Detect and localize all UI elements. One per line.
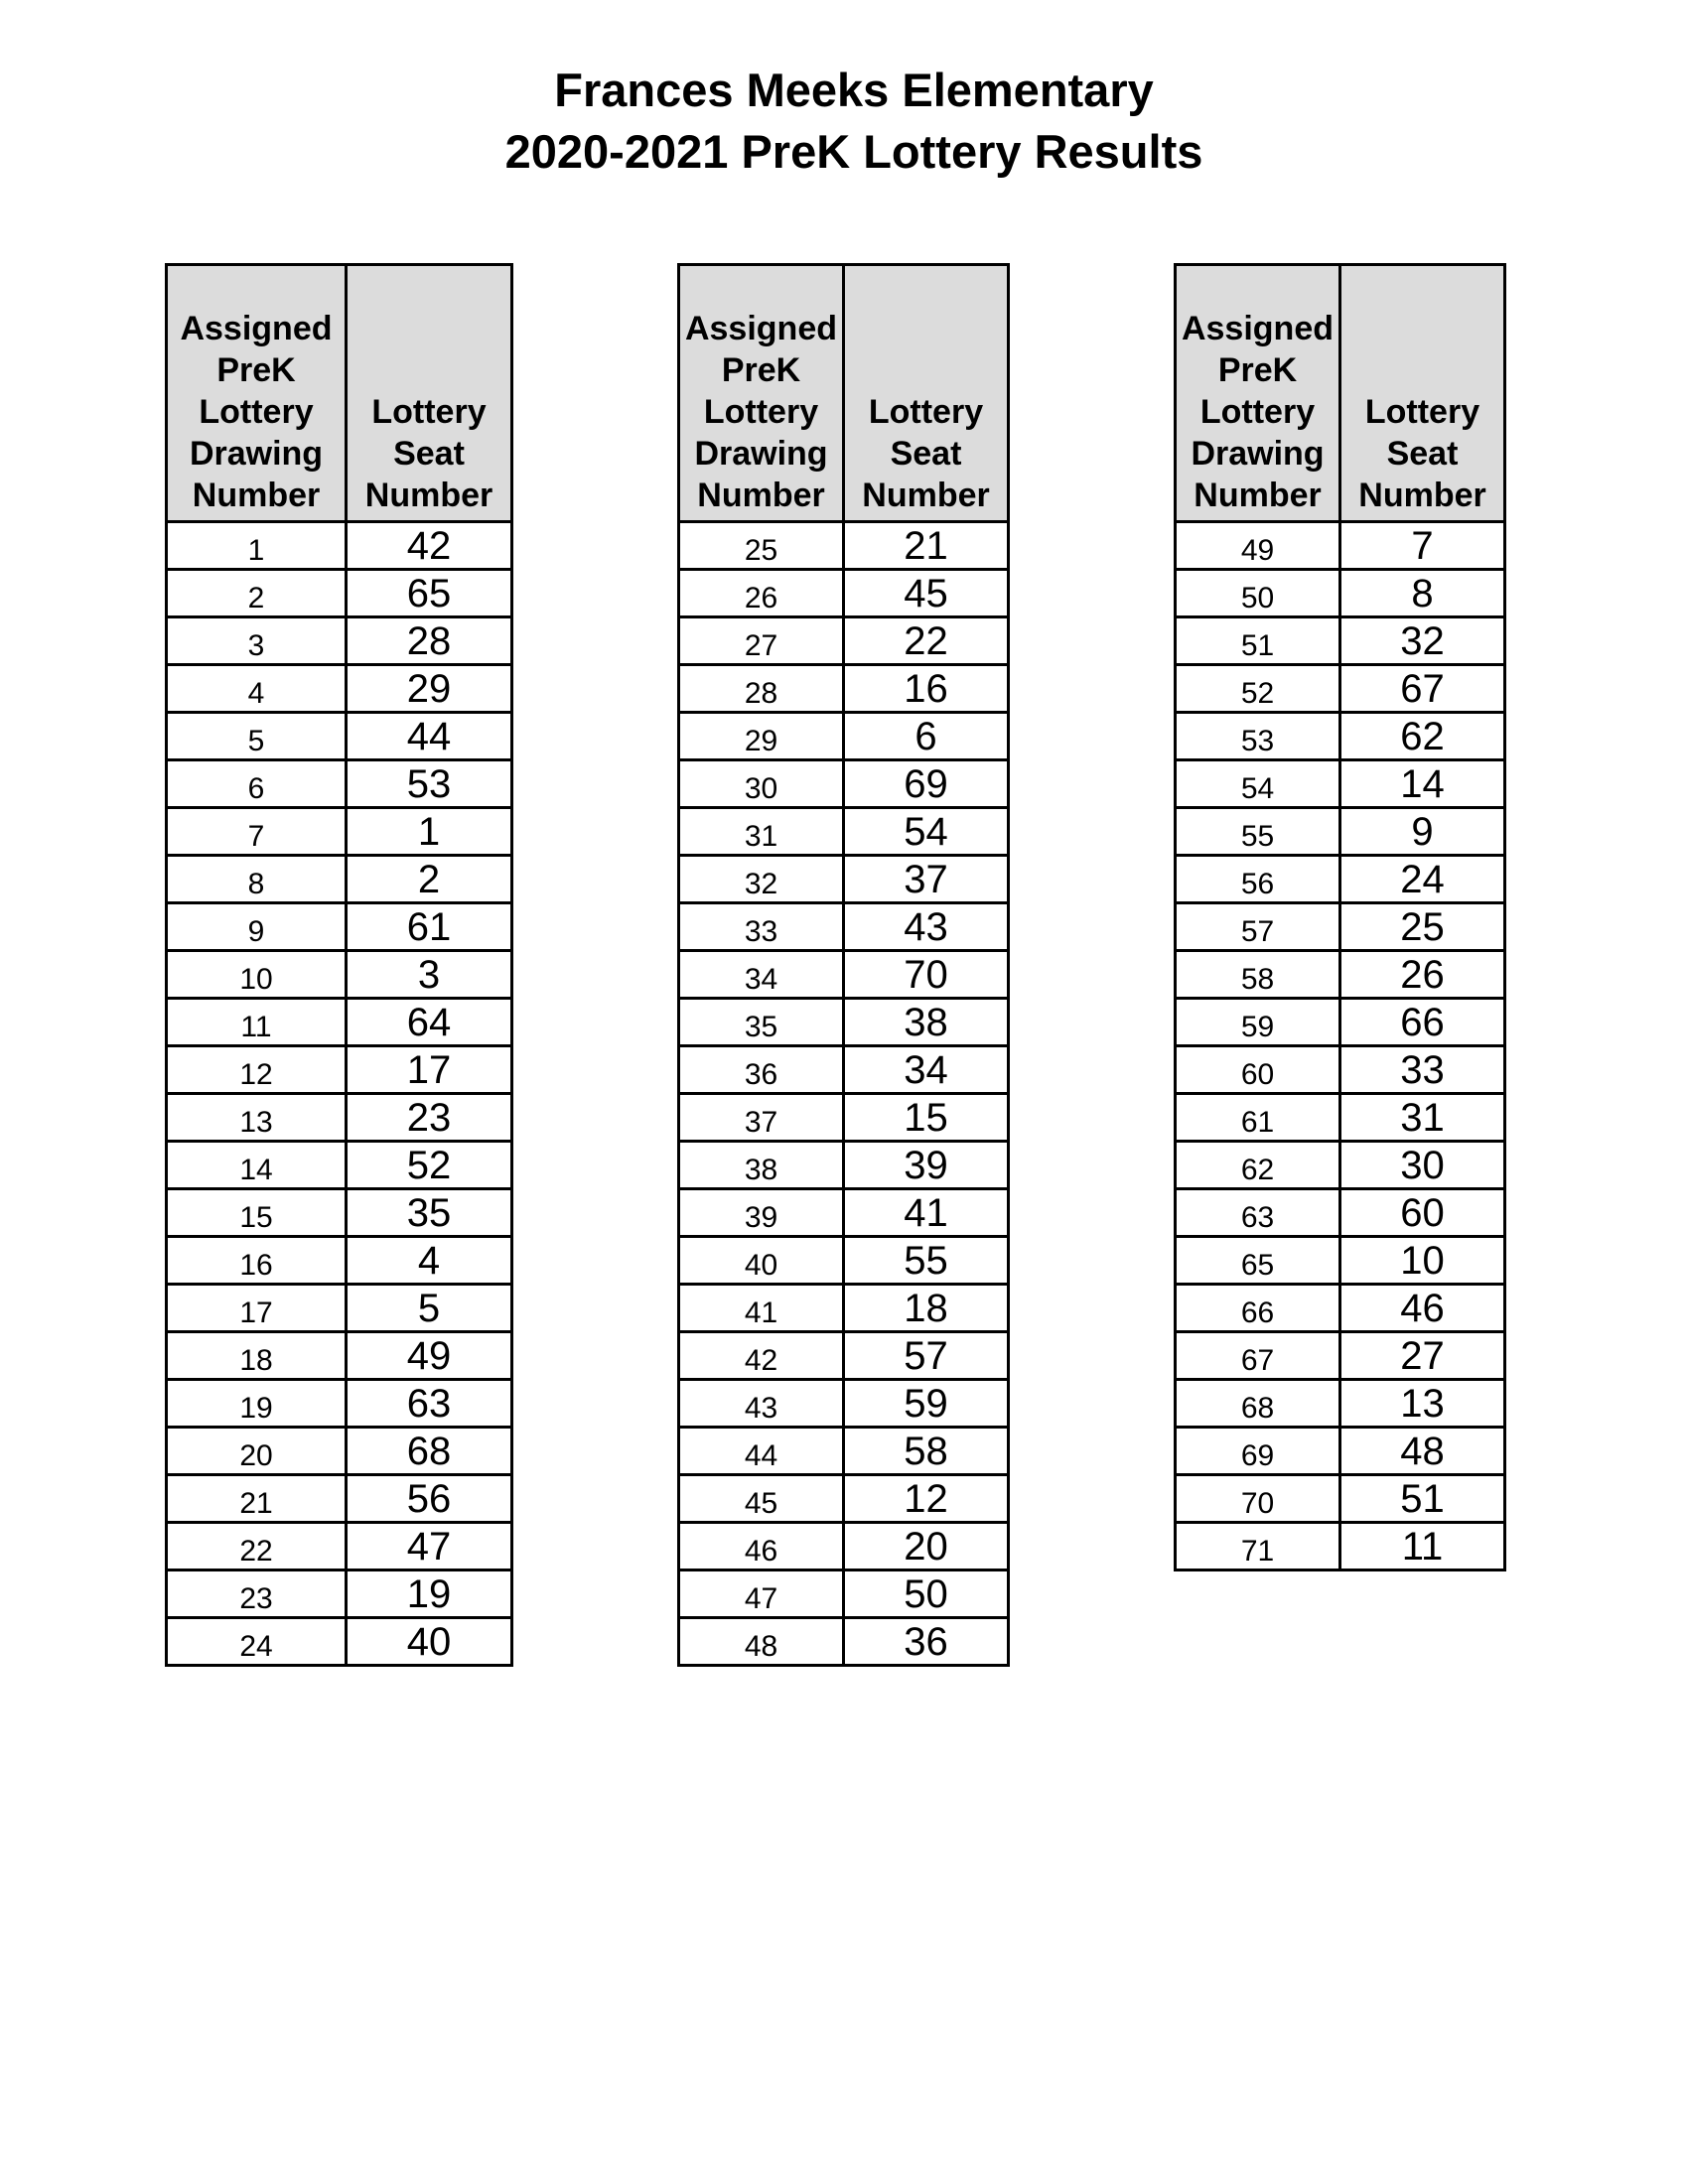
table-row <box>1176 665 1505 713</box>
table-row <box>167 1285 512 1332</box>
table-row <box>1176 1332 1505 1380</box>
seat-number-cell: 65 <box>347 570 512 617</box>
seat-number-cell: 25 <box>1340 903 1505 951</box>
seat-number-cell: 21 <box>844 522 1009 570</box>
seat-number-cell: 35 <box>347 1189 512 1237</box>
seat-number-cell: 20 <box>844 1523 1009 1570</box>
table-row <box>679 713 1009 760</box>
drawing-number-cell: 37 <box>679 1094 844 1142</box>
seat-number-cell: 52 <box>347 1142 512 1189</box>
results-title: 2020-2021 PreK Lottery Results <box>504 125 1203 178</box>
drawing-number-cell: 53 <box>1176 713 1340 760</box>
table-row <box>679 808 1009 856</box>
drawing-number-cell: 43 <box>679 1380 844 1428</box>
seat-number-cell: 54 <box>844 808 1009 856</box>
table-row <box>167 951 512 999</box>
drawing-number-cell: 57 <box>1176 903 1340 951</box>
drawing-number-cell: 47 <box>679 1570 844 1618</box>
seat-number-cell: 23 <box>347 1094 512 1142</box>
drawing-number-header: Assigned PreK Lottery Drawing Number <box>679 265 844 522</box>
table-row <box>1176 856 1505 903</box>
drawing-number-cell: 63 <box>1176 1189 1340 1237</box>
drawing-number-cell: 46 <box>679 1523 844 1570</box>
drawing-number-cell: 36 <box>679 1046 844 1094</box>
table-row <box>1176 903 1505 951</box>
table-row <box>1176 570 1505 617</box>
drawing-number-cell: 28 <box>679 665 844 713</box>
seat-number-cell: 55 <box>844 1237 1009 1285</box>
seat-number-cell: 56 <box>347 1475 512 1523</box>
drawing-number-cell: 11 <box>167 999 347 1046</box>
table-row <box>1176 522 1505 570</box>
table-row <box>679 903 1009 951</box>
table-row <box>679 1380 1009 1428</box>
table-row <box>679 570 1009 617</box>
table-row <box>167 1094 512 1142</box>
table-row <box>679 1094 1009 1142</box>
drawing-number-cell: 38 <box>679 1142 844 1189</box>
seat-number-cell: 12 <box>844 1475 1009 1523</box>
drawing-number-cell: 44 <box>679 1428 844 1475</box>
drawing-number-header: Assigned PreK Lottery Drawing Number <box>1176 265 1340 522</box>
seat-number-cell: 44 <box>347 713 512 760</box>
drawing-number-cell: 21 <box>167 1475 347 1523</box>
seat-number-cell: 5 <box>347 1285 512 1332</box>
table-row <box>679 1428 1009 1475</box>
table-row <box>1176 999 1505 1046</box>
table-row <box>1176 1046 1505 1094</box>
drawing-number-cell: 54 <box>1176 760 1340 808</box>
seat-number-cell: 46 <box>1340 1285 1505 1332</box>
drawing-number-cell: 55 <box>1176 808 1340 856</box>
table-row <box>167 1428 512 1475</box>
seat-number-cell: 50 <box>844 1570 1009 1618</box>
seat-number-cell: 48 <box>1340 1428 1505 1475</box>
seat-number-cell: 32 <box>1340 617 1505 665</box>
drawing-number-cell: 8 <box>167 856 347 903</box>
table-row <box>167 1237 512 1285</box>
drawing-number-cell: 3 <box>167 617 347 665</box>
drawing-number-cell: 34 <box>679 951 844 999</box>
drawing-number-cell: 30 <box>679 760 844 808</box>
seat-number-cell: 60 <box>1340 1189 1505 1237</box>
drawing-number-cell: 60 <box>1176 1046 1340 1094</box>
seat-number-cell: 24 <box>1340 856 1505 903</box>
table-row <box>167 999 512 1046</box>
seat-number-cell: 4 <box>347 1237 512 1285</box>
seat-number-header: Lottery Seat Number <box>844 265 1009 522</box>
table-row <box>167 760 512 808</box>
table-row <box>679 1237 1009 1285</box>
table-row <box>167 1618 512 1666</box>
drawing-number-cell: 51 <box>1176 617 1340 665</box>
seat-number-cell: 49 <box>347 1332 512 1380</box>
table-row <box>167 570 512 617</box>
seat-number-cell: 64 <box>347 999 512 1046</box>
table-row <box>679 951 1009 999</box>
seat-number-cell: 45 <box>844 570 1009 617</box>
drawing-number-cell: 49 <box>1176 522 1340 570</box>
drawing-number-cell: 24 <box>167 1618 347 1666</box>
seat-number-cell: 7 <box>1340 522 1505 570</box>
drawing-number-cell: 5 <box>167 713 347 760</box>
drawing-number-cell: 65 <box>1176 1237 1340 1285</box>
drawing-number-cell: 22 <box>167 1523 347 1570</box>
seat-number-cell: 8 <box>1340 570 1505 617</box>
drawing-number-cell: 9 <box>167 903 347 951</box>
drawing-number-cell: 14 <box>167 1142 347 1189</box>
seat-number-cell: 67 <box>1340 665 1505 713</box>
drawing-number-cell: 35 <box>679 999 844 1046</box>
seat-number-cell: 3 <box>347 951 512 999</box>
seat-number-cell: 57 <box>844 1332 1009 1380</box>
table-row <box>167 1142 512 1189</box>
seat-number-cell: 29 <box>347 665 512 713</box>
table-row <box>679 522 1009 570</box>
table-row <box>167 1046 512 1094</box>
table-row <box>679 1570 1009 1618</box>
drawing-number-cell: 52 <box>1176 665 1340 713</box>
drawing-number-cell: 1 <box>167 522 347 570</box>
table-row <box>679 1142 1009 1189</box>
drawing-number-cell: 58 <box>1176 951 1340 999</box>
header-row <box>1176 265 1505 522</box>
drawing-number-cell: 71 <box>1176 1523 1340 1570</box>
drawing-number-cell: 26 <box>679 570 844 617</box>
lottery-table-2 <box>677 263 1010 1667</box>
drawing-number-cell: 56 <box>1176 856 1340 903</box>
table-row <box>1176 617 1505 665</box>
table-row <box>679 1046 1009 1094</box>
table-row <box>1176 951 1505 999</box>
seat-number-cell: 39 <box>844 1142 1009 1189</box>
drawing-number-cell: 25 <box>679 522 844 570</box>
seat-number-cell: 51 <box>1340 1475 1505 1523</box>
table-row <box>167 713 512 760</box>
table-row <box>1176 1380 1505 1428</box>
table-row <box>679 1285 1009 1332</box>
drawing-number-cell: 67 <box>1176 1332 1340 1380</box>
table-row <box>167 808 512 856</box>
table-row <box>167 1570 512 1618</box>
seat-number-cell: 28 <box>347 617 512 665</box>
seat-number-cell: 36 <box>844 1618 1009 1666</box>
table-row <box>167 1523 512 1570</box>
drawing-number-cell: 42 <box>679 1332 844 1380</box>
table-row <box>167 856 512 903</box>
table-row <box>679 1618 1009 1666</box>
table-row <box>679 665 1009 713</box>
table-row <box>167 903 512 951</box>
seat-number-cell: 58 <box>844 1428 1009 1475</box>
seat-number-cell: 69 <box>844 760 1009 808</box>
table-row <box>1176 1142 1505 1189</box>
drawing-number-cell: 16 <box>167 1237 347 1285</box>
drawing-number-cell: 66 <box>1176 1285 1340 1332</box>
table-row <box>679 1332 1009 1380</box>
seat-number-cell: 63 <box>347 1380 512 1428</box>
seat-number-cell: 40 <box>347 1618 512 1666</box>
drawing-number-cell: 31 <box>679 808 844 856</box>
drawing-number-cell: 29 <box>679 713 844 760</box>
table-row <box>167 617 512 665</box>
drawing-number-cell: 68 <box>1176 1380 1340 1428</box>
table-row <box>1176 1523 1505 1570</box>
seat-number-cell: 62 <box>1340 713 1505 760</box>
drawing-number-cell: 15 <box>167 1189 347 1237</box>
drawing-number-cell: 33 <box>679 903 844 951</box>
drawing-number-cell: 20 <box>167 1428 347 1475</box>
drawing-number-cell: 62 <box>1176 1142 1340 1189</box>
drawing-number-cell: 7 <box>167 808 347 856</box>
table-row <box>1176 1285 1505 1332</box>
seat-number-cell: 43 <box>844 903 1009 951</box>
table-row <box>167 1332 512 1380</box>
table-row <box>167 1189 512 1237</box>
drawing-number-cell: 69 <box>1176 1428 1340 1475</box>
seat-number-cell: 11 <box>1340 1523 1505 1570</box>
seat-number-cell: 61 <box>347 903 512 951</box>
drawing-number-cell: 18 <box>167 1332 347 1380</box>
header-row <box>167 265 512 522</box>
seat-number-cell: 38 <box>844 999 1009 1046</box>
table-row <box>679 1189 1009 1237</box>
table-row <box>679 1523 1009 1570</box>
table-row <box>679 617 1009 665</box>
seat-number-cell: 18 <box>844 1285 1009 1332</box>
drawing-number-cell: 19 <box>167 1380 347 1428</box>
table-row <box>679 1475 1009 1523</box>
drawing-number-cell: 70 <box>1176 1475 1340 1523</box>
drawing-number-cell: 23 <box>167 1570 347 1618</box>
seat-number-header: Lottery Seat Number <box>347 265 512 522</box>
table-row <box>167 665 512 713</box>
header-row <box>679 265 1009 522</box>
seat-number-cell: 16 <box>844 665 1009 713</box>
seat-number-cell: 15 <box>844 1094 1009 1142</box>
seat-number-cell: 6 <box>844 713 1009 760</box>
table-row <box>167 1380 512 1428</box>
drawing-number-cell: 6 <box>167 760 347 808</box>
seat-number-cell: 47 <box>347 1523 512 1570</box>
drawing-number-cell: 59 <box>1176 999 1340 1046</box>
table-row <box>167 522 512 570</box>
seat-number-cell: 59 <box>844 1380 1009 1428</box>
drawing-number-cell: 2 <box>167 570 347 617</box>
lottery-table-3 <box>1174 263 1506 1571</box>
seat-number-cell: 53 <box>347 760 512 808</box>
seat-number-cell: 41 <box>844 1189 1009 1237</box>
drawing-number-cell: 48 <box>679 1618 844 1666</box>
seat-number-cell: 34 <box>844 1046 1009 1094</box>
table-row <box>1176 713 1505 760</box>
table-row <box>1176 1428 1505 1475</box>
seat-number-cell: 1 <box>347 808 512 856</box>
drawing-number-cell: 50 <box>1176 570 1340 617</box>
table-row <box>1176 1475 1505 1523</box>
table-row <box>679 760 1009 808</box>
drawing-number-cell: 40 <box>679 1237 844 1285</box>
seat-number-cell: 33 <box>1340 1046 1505 1094</box>
seat-number-cell: 13 <box>1340 1380 1505 1428</box>
seat-number-cell: 66 <box>1340 999 1505 1046</box>
seat-number-cell: 68 <box>347 1428 512 1475</box>
seat-number-cell: 27 <box>1340 1332 1505 1380</box>
drawing-number-cell: 4 <box>167 665 347 713</box>
seat-number-cell: 9 <box>1340 808 1505 856</box>
drawing-number-header: Assigned PreK Lottery Drawing Number <box>167 265 347 522</box>
table-row <box>1176 1094 1505 1142</box>
drawing-number-cell: 27 <box>679 617 844 665</box>
table-row <box>1176 1189 1505 1237</box>
seat-number-cell: 2 <box>347 856 512 903</box>
drawing-number-cell: 12 <box>167 1046 347 1094</box>
drawing-number-cell: 17 <box>167 1285 347 1332</box>
seat-number-cell: 31 <box>1340 1094 1505 1142</box>
drawing-number-cell: 61 <box>1176 1094 1340 1142</box>
table-row <box>679 856 1009 903</box>
seat-number-header: Lottery Seat Number <box>1340 265 1505 522</box>
school-name: Frances Meeks Elementary <box>554 64 1154 116</box>
seat-number-cell: 22 <box>844 617 1009 665</box>
table-row <box>679 999 1009 1046</box>
drawing-number-cell: 32 <box>679 856 844 903</box>
seat-number-cell: 10 <box>1340 1237 1505 1285</box>
seat-number-cell: 30 <box>1340 1142 1505 1189</box>
table-row <box>167 1475 512 1523</box>
drawing-number-cell: 41 <box>679 1285 844 1332</box>
seat-number-cell: 19 <box>347 1570 512 1618</box>
seat-number-cell: 17 <box>347 1046 512 1094</box>
seat-number-cell: 14 <box>1340 760 1505 808</box>
drawing-number-cell: 39 <box>679 1189 844 1237</box>
seat-number-cell: 26 <box>1340 951 1505 999</box>
drawing-number-cell: 45 <box>679 1475 844 1523</box>
drawing-number-cell: 10 <box>167 951 347 999</box>
table-row <box>1176 760 1505 808</box>
seat-number-cell: 70 <box>844 951 1009 999</box>
seat-number-cell: 42 <box>347 522 512 570</box>
table-row <box>1176 808 1505 856</box>
document-title <box>0 60 1688 183</box>
seat-number-cell: 37 <box>844 856 1009 903</box>
drawing-number-cell: 13 <box>167 1094 347 1142</box>
lottery-table-1 <box>165 263 513 1667</box>
table-row <box>1176 1237 1505 1285</box>
